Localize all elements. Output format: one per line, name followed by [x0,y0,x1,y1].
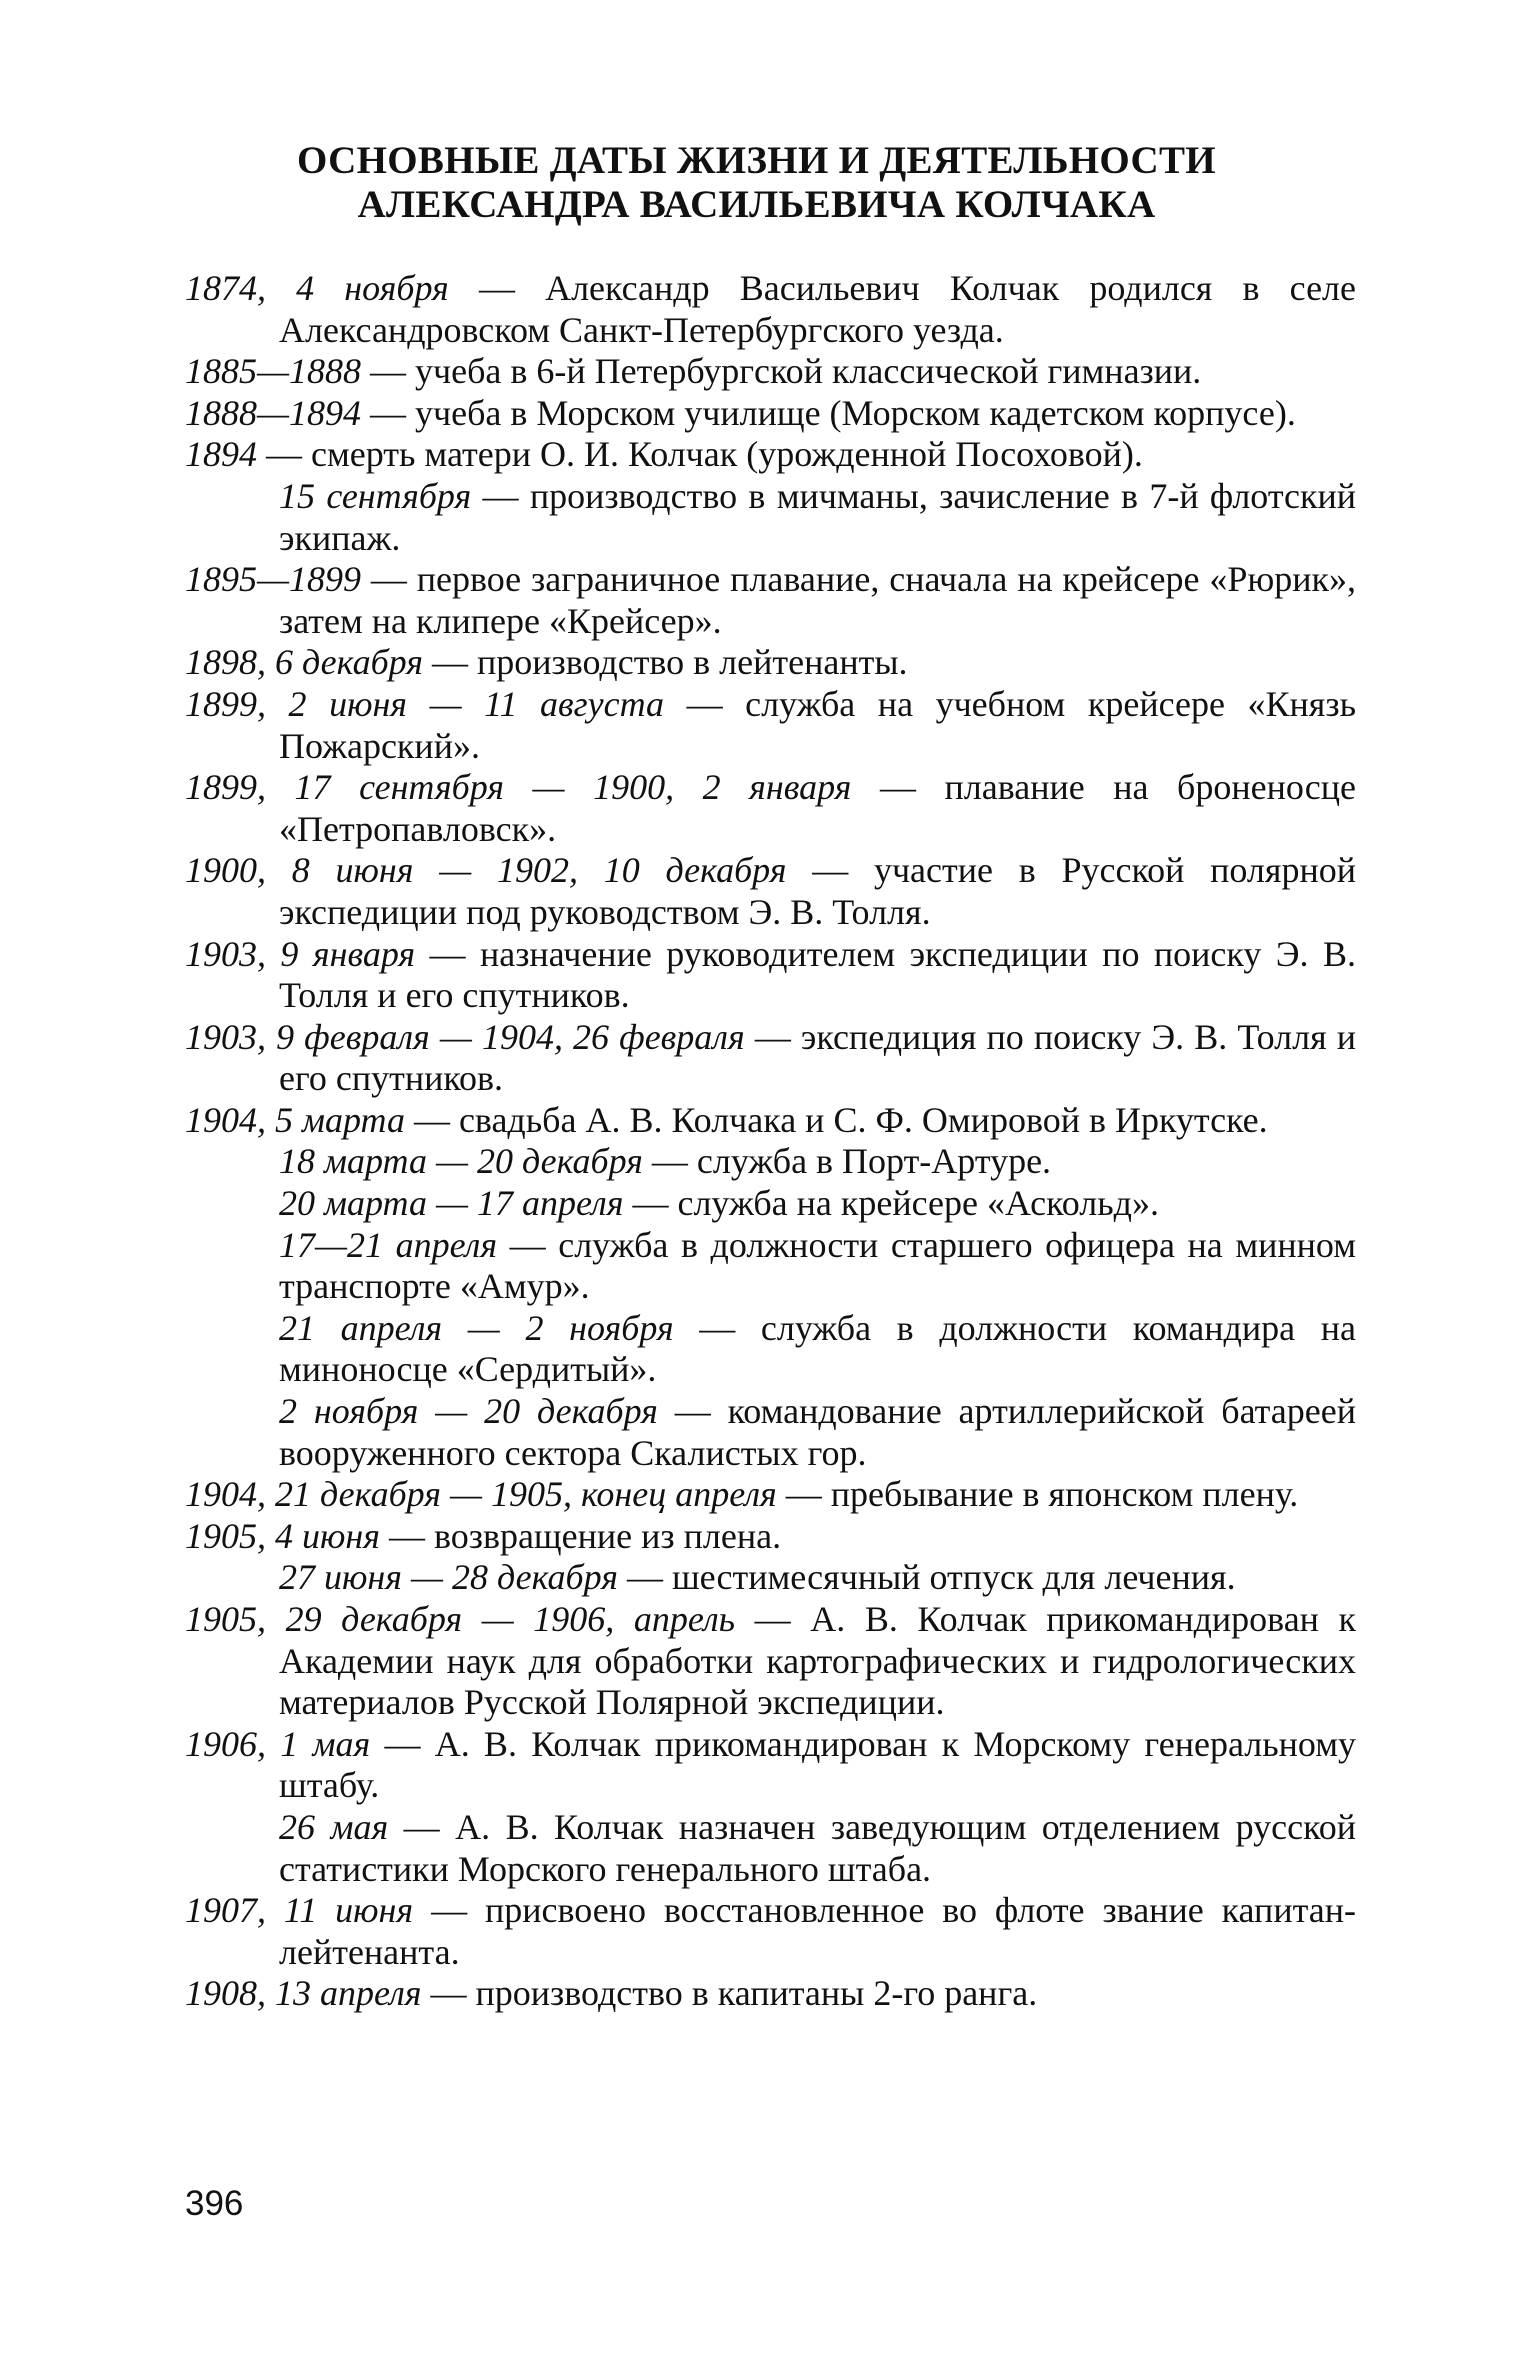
entry-date: 1874, 4 ноября [185,268,449,308]
page-number: 396 [185,2184,244,2223]
entry-text: — Александр Васильевич Колчак родился в селе Александровском Санкт-Петербургского уезда. [279,268,1357,350]
entry-date: 17—21 апреля [279,1224,498,1265]
entry-date: 21 апреля — 2 ноября [279,1307,674,1348]
chronology-entry [185,559,1356,642]
chronology-subentry [185,1557,1356,1599]
entry-text: — служба в должности командира на миноносце «Сердитый». [279,1307,1356,1390]
entry-date: 2 ноября — 20 декабря [279,1391,658,1432]
chronology-entry [185,1017,1356,1100]
entry-date: 1907, 11 июня [185,1890,414,1931]
entry-text: — плавание на броненосце «Петропавловск». [279,767,1356,849]
chronology-entry [185,1724,1356,1807]
entry-text: — участие в Русской полярной экспедиции под руководством Э. В. Толля. [279,850,1356,932]
chronology-list [185,268,1356,2015]
entry-date: 1899, 2 июня — 11 августа [185,683,665,724]
chronology-entry [185,268,1356,351]
entry-text: — возвращение из плена. [379,1515,782,1556]
chronology-entry [185,850,1356,933]
chronology-entry [185,642,1356,684]
entry-text: — А. В. Колчак прикомандирован к Академии наук для обработки картографических и гидрологических материалов Русской Полярной экспедиции. [279,1599,1357,1723]
chronology-subentry [185,1225,1356,1308]
entry-date: 1885—1888 [185,351,362,392]
entry-text: — служба в Порт-Артуре. [642,1141,1052,1182]
entry-text: — первое заграничное плавание, сначала на крейсере «Рюрик», затем на клипере «Крейсер». [279,559,1356,641]
entry-text: — присвоено восстановленное во флоте звание капитан-лейтенанта. [279,1890,1356,1972]
chronology-entry [185,1599,1356,1724]
entry-text: — командование артиллерийской батареей вооруженного сектора Скалистых гор. [279,1391,1357,1473]
chronology-subentry [185,1141,1356,1183]
entry-text: — производство в капитаны 2-го ранга. [421,1973,1038,2014]
entry-date: 1894 [185,434,257,475]
entry-text: — производство в мичманы, зачисление в 7-й флотский экипаж. [279,475,1356,558]
entry-date: 1900, 8 июня — 1902, 10 декабря [185,850,787,891]
entry-text: — служба на учебном крейсере «Князь Пожарский». [279,683,1356,766]
page-title-line-1: ОСНОВНЫЕ ДАТЫ ЖИЗНИ И ДЕЯТЕЛЬНОСТИ [297,139,1216,182]
entry-text: — учеба в 6-й Петербургской классической гимназии. [361,351,1202,392]
entry-text: — экспедиция по поиску Э. В. Толля и его спутников. [279,1016,1357,1099]
entry-date: 1895—1899 [185,559,362,600]
entry-date: 15 сентября [279,475,472,516]
chronology-entry [185,1890,1356,1973]
entry-date: 1899, 17 сентября — 1900, 2 января [185,767,852,808]
chronology-entry [185,434,1356,476]
entry-text: — служба в должности старшего офицера на минном транспорте «Амур». [279,1224,1356,1307]
chronology-subentry [185,1308,1356,1391]
page-title-line-2: АЛЕКСАНДРА ВАСИЛЬЕВИЧА КОЛЧАКА [357,183,1156,226]
entry-text: — свадьба А. В. Колчака и С. Ф. Омировой в Иркутске. [404,1099,1268,1140]
entry-date: 18 марта — 20 декабря [279,1141,643,1182]
chronology-entry [185,1100,1356,1142]
entry-text: — смерть матери О. И. Колчак (урожденной Посоховой). [257,434,1143,475]
chronology-subentry [185,1183,1356,1225]
entry-date: 1908, 13 апреля [185,1973,422,2014]
entry-date: 27 июня — 28 декабря [279,1557,618,1598]
chronology-entry [185,351,1356,393]
chronology-entry [185,393,1356,435]
entry-text: — учеба в Морском училище (Морском кадетском корпусе). [361,392,1296,433]
entry-date: 1898, 6 декабря [185,642,423,683]
chronology-entry [185,1474,1356,1516]
entry-text: — пребывание в японском плену. [776,1474,1299,1515]
chronology-entry [185,1973,1356,2015]
chronology-subentry [185,1391,1356,1474]
entry-date: 20 марта — 17 апреля [279,1183,624,1224]
entry-date: 1905, 29 декабря — 1906, апрель [185,1599,736,1639]
entry-text: — служба на крейсере «Аскольд». [623,1183,1159,1224]
entry-date: 1905, 4 июня [185,1515,380,1556]
entry-date: 1904, 5 марта [185,1099,405,1140]
chronology-entry [185,934,1356,1017]
chronology-entry [185,1516,1356,1558]
entry-text: — А. В. Колчак назначен заведующим отделением русской статистики Морского генерального штаба. [279,1806,1356,1889]
entry-text: — производство в лейтенанты. [422,642,908,683]
entry-date: 1906, 1 мая [185,1723,371,1764]
entry-text: — шестимесячный отпуск для лечения. [617,1557,1236,1598]
entry-text: — А. В. Колчак прикомандирован к Морскому генеральному штабу. [279,1723,1356,1806]
chronology-entry [185,767,1356,850]
entry-date: 26 мая [279,1806,389,1847]
entry-date: 1903, 9 января [185,933,416,974]
chronology-entry [185,684,1356,767]
chronology-subentry [185,476,1356,559]
chronology-subentry [185,1807,1356,1890]
entry-text: — назначение руководителем экспедиции по поиску Э. В. Толля и его спутников. [279,933,1356,1016]
entry-date: 1904, 21 декабря — 1905, конец апреля [185,1474,777,1515]
entry-date: 1888—1894 [185,392,362,433]
entry-date: 1903, 9 февраля — 1904, 26 февраля [185,1016,745,1057]
